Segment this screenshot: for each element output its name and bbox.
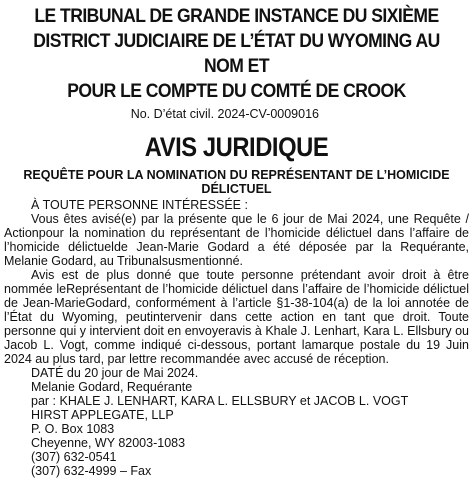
court-heading-line-1: LE TRIBUNAL DE GRANDE INSTANCE DU SIXIÈME xyxy=(34,5,439,27)
paragraph-intervention-notice: Avis est de plus donné que toute personne prétendant avoir droit à être nommée leReprésentant de l’homicide délictuel dans l’affaire de l’homicide délictuel de Jean-MarieGodard, conformément à l’article §1-38-104(a) de la loi annotée de l’État du Wyoming, peutintervenir dans cette action en tant que droit. Toute personne qui y intervient doit en envoyeravis à Khale J. Lenhart, Kara L. Ellsbury ou Jacob L. Vogt, comme indiqué ci-dessous, portant lamarque postale du 19 Juin 2024 au plus tard, par lettre recommandée avec accusé de réception. xyxy=(4,268,469,366)
notice-title: AVIS JURIDIQUE xyxy=(144,132,329,162)
signature-date: DATÉ du 20 jour de Mai 2024. xyxy=(31,366,199,380)
court-heading-line-3: POUR LE COMPTE DU COMTÉ DE CROOK xyxy=(67,80,406,102)
signature-firm: HIRST APPLEGATE, LLP xyxy=(31,408,174,422)
case-number: No. D’état civil. 2024-CV-0009016 xyxy=(130,107,319,121)
signature-city: Cheyenne, WY 82003-1083 xyxy=(31,436,186,450)
signature-petitioner: Melanie Godard, Requérante xyxy=(31,380,193,394)
court-heading-line-2: DISTRICT JUDICIAIRE DE L’ÉTAT DU WYOMING AU NOM ET xyxy=(33,30,440,77)
court-heading xyxy=(27,4,446,104)
paragraph-filing-notice: Vous êtes avisé(e) par la présente que le 6 jour de Mai 2024, une Requête / Actionpour la nomination du représentant de l’homicide délictuel dans l’affaire de l’homicide délictuelde Jean-Marie Godard a été déposée par la Requérante, Melanie Godard, au Tribunalsusmentionné. xyxy=(4,212,469,268)
salutation: À TOUTE PERSONNE INTÉRESSÉE : xyxy=(31,198,248,212)
signature-block xyxy=(4,366,469,478)
signature-attorneys: par : KHALE J. LENHART, KARA L. ELLSBURY et JACOB L. VOGT xyxy=(31,394,409,408)
signature-phone: (307) 632-0541 xyxy=(31,450,117,464)
signature-po-box: P. O. Box 1083 xyxy=(31,422,115,436)
notice-body xyxy=(4,198,469,478)
petition-subheading-line-2: DÉLICTUEL xyxy=(201,182,272,196)
petition-subheading xyxy=(4,168,469,196)
petition-subheading-line-1: REQUÊTE POUR LA NOMINATION DU REPRÉSENTANT DE L’HOMICIDE xyxy=(23,168,450,182)
signature-fax: (307) 632-4999 – Fax xyxy=(31,464,152,478)
